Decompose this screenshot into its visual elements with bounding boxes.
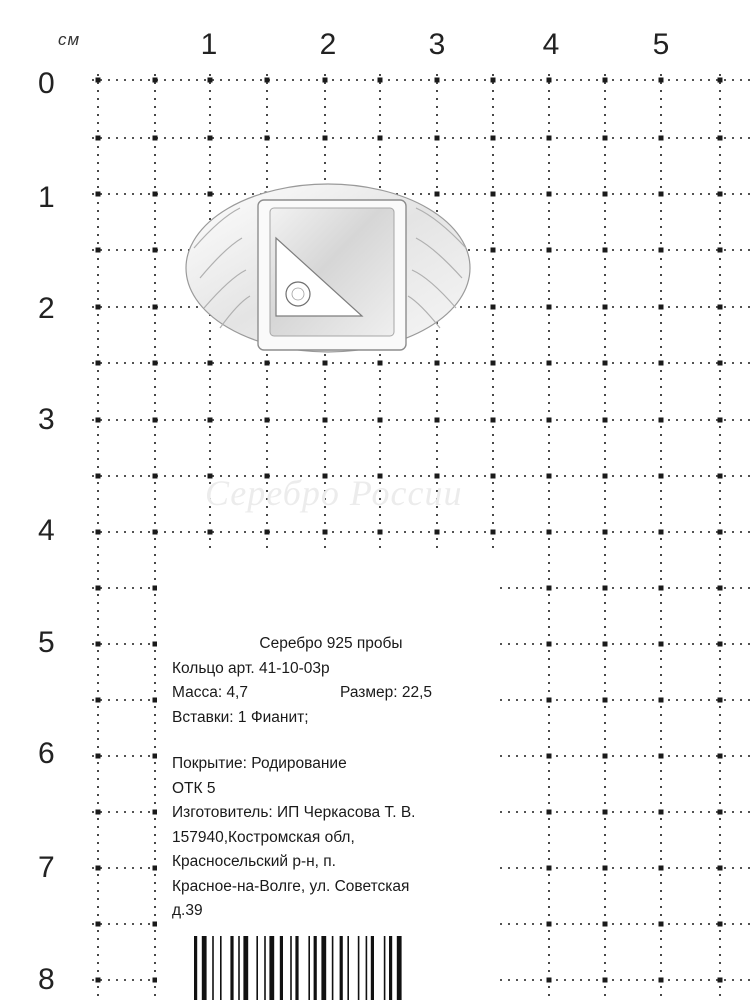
barcode-bar: [332, 936, 334, 1000]
grid-intersection-mark: [603, 305, 608, 310]
grid-intersection-mark: [96, 192, 101, 197]
grid-intersection-mark: [96, 978, 101, 983]
grid-intersection-mark: [603, 978, 608, 983]
grid-intersection-mark: [718, 361, 723, 366]
grid-intersection-mark: [659, 642, 664, 647]
barcode: [190, 936, 472, 1000]
grid-intersection-mark: [547, 754, 552, 759]
address-line-3: Красное-на-Волге, ул. Советская: [172, 877, 410, 895]
barcode-bar: [212, 936, 214, 1000]
grid-intersection-mark: [603, 248, 608, 253]
grid-intersection-mark: [153, 305, 158, 310]
grid-intersection-mark: [96, 698, 101, 703]
grid-intersection-mark: [547, 192, 552, 197]
metal-title: Серебро 925 пробы: [259, 635, 403, 652]
barcode-bar: [347, 936, 349, 1000]
address-line-1: 157940,Костромская обл,: [172, 828, 355, 846]
barcode-bar: [358, 936, 360, 1000]
grid-intersection-mark: [659, 866, 664, 871]
grid-intersection-mark: [208, 136, 213, 141]
row-number-4: 4: [38, 514, 55, 547]
grid-intersection-mark: [265, 361, 270, 366]
grid-intersection-mark: [718, 136, 723, 141]
grid-intersection-mark: [603, 810, 608, 815]
barcode-bar: [194, 936, 197, 1000]
grid-intersection-mark: [547, 866, 552, 871]
row-number-7: 7: [38, 851, 55, 884]
grid-intersection-mark: [547, 248, 552, 253]
barcode-bar: [371, 936, 374, 1000]
grid-intersection-mark: [718, 192, 723, 197]
grid-intersection-mark: [96, 530, 101, 535]
grid-intersection-mark: [718, 866, 723, 871]
grid-intersection-mark: [208, 78, 213, 83]
grid-intersection-mark: [153, 248, 158, 253]
grid-intersection-mark: [547, 136, 552, 141]
grid-intersection-mark: [659, 698, 664, 703]
grid-intersection-mark: [96, 248, 101, 253]
barcode-bar: [366, 936, 368, 1000]
grid-intersection-mark: [96, 922, 101, 927]
grid-intersection-mark: [718, 78, 723, 83]
grid-intersection-mark: [659, 136, 664, 141]
grid-intersection-mark: [96, 361, 101, 366]
grid-intersection-mark: [603, 754, 608, 759]
grid-intersection-mark: [435, 136, 440, 141]
grid-intersection-mark: [378, 136, 383, 141]
barcode-bar: [295, 936, 298, 1000]
grid-intersection-mark: [208, 361, 213, 366]
grid-intersection-mark: [718, 474, 723, 479]
grid-intersection-mark: [435, 78, 440, 83]
grid-intersection-mark: [718, 698, 723, 703]
product-label-text: [172, 632, 492, 924]
barcode-bar: [389, 936, 392, 1000]
grid-intersection-mark: [718, 810, 723, 815]
mass-size-row: [172, 681, 492, 706]
column-number-1: 1: [200, 28, 218, 61]
row-number-2: 2: [38, 292, 55, 325]
grid-intersection-mark: [491, 530, 496, 535]
grid-intersection-mark: [603, 698, 608, 703]
unit-label: см: [58, 30, 81, 49]
grid-intersection-mark: [547, 530, 552, 535]
grid-intersection-mark: [547, 418, 552, 423]
grid-intersection-mark: [491, 474, 496, 479]
grid-intersection-mark: [323, 418, 328, 423]
grid-intersection-mark: [491, 248, 496, 253]
grid-intersection-mark: [378, 78, 383, 83]
grid-intersection-mark: [491, 418, 496, 423]
grid-intersection-mark: [378, 530, 383, 535]
grid-intersection-mark: [96, 586, 101, 591]
column-number-5: 5: [652, 28, 670, 61]
grid-intersection-mark: [96, 136, 101, 141]
grid-intersection-mark: [547, 305, 552, 310]
article-text: Кольцо арт. 41-10-03р: [172, 659, 330, 677]
grid-intersection-mark: [659, 248, 664, 253]
grid-intersection-mark: [718, 586, 723, 591]
barcode-bar: [269, 936, 274, 1000]
otk-text: ОТК 5: [172, 779, 216, 797]
barcode-bar: [314, 936, 317, 1000]
grid-intersection-mark: [547, 361, 552, 366]
manufacturer-text: Изготовитель: ИП Черкасова Т. В.: [172, 804, 416, 821]
inserts-text: Вставки: 1 Фианит;: [172, 708, 309, 726]
grid-intersection-mark: [323, 78, 328, 83]
row-number-6: 6: [38, 737, 55, 770]
grid-intersection-mark: [718, 642, 723, 647]
row-number-1: 1: [38, 181, 55, 214]
grid-intersection-mark: [547, 810, 552, 815]
grid-intersection-mark: [265, 530, 270, 535]
grid-intersection-mark: [378, 361, 383, 366]
barcode-bar: [230, 936, 233, 1000]
column-number-4: 4: [542, 28, 560, 61]
address-line-4: д.39: [172, 902, 203, 919]
barcode-bar: [264, 936, 266, 1000]
grid-intersection-mark: [659, 586, 664, 591]
grid-intersection-mark: [153, 474, 158, 479]
mass-text: Масса: 4,7: [172, 684, 248, 701]
grid-intersection-mark: [603, 866, 608, 871]
grid-intersection-mark: [208, 418, 213, 423]
grid-intersection-mark: [718, 922, 723, 927]
row-number-0: 0: [38, 67, 55, 100]
grid-intersection-mark: [153, 361, 158, 366]
grid-intersection-mark: [659, 305, 664, 310]
address-line-2: Красносельский р-н, п.: [172, 853, 336, 870]
grid-intersection-mark: [491, 361, 496, 366]
grid-intersection-mark: [96, 474, 101, 479]
grid-intersection-mark: [265, 418, 270, 423]
row-number-5: 5: [38, 626, 55, 659]
brand-watermark: Серебро России: [205, 473, 463, 513]
barcode-bar: [238, 936, 240, 1000]
grid-intersection-mark: [378, 418, 383, 423]
grid-intersection-mark: [659, 361, 664, 366]
barcode-bar: [220, 936, 222, 1000]
grid-intersection-mark: [435, 530, 440, 535]
grid-intersection-mark: [718, 754, 723, 759]
grid-intersection-mark: [603, 586, 608, 591]
grid-intersection-mark: [323, 361, 328, 366]
grid-intersection-mark: [547, 978, 552, 983]
grid-intersection-mark: [659, 418, 664, 423]
grid-intersection-mark: [547, 78, 552, 83]
grid-intersection-mark: [718, 418, 723, 423]
grid-intersection-mark: [547, 586, 552, 591]
grid-intersection-mark: [491, 192, 496, 197]
grid-intersection-mark: [153, 418, 158, 423]
barcode-bar: [243, 936, 248, 1000]
grid-intersection-mark: [659, 978, 664, 983]
grid-intersection-mark: [659, 754, 664, 759]
grid-intersection-mark: [659, 810, 664, 815]
barcode-bar: [202, 936, 207, 1000]
size-text: Размер: 22,5: [340, 684, 433, 701]
grid-intersection-mark: [547, 642, 552, 647]
grid-intersection-mark: [547, 474, 552, 479]
coating-text: Покрытие: Родирование: [172, 755, 347, 772]
grid-intersection-mark: [718, 978, 723, 983]
grid-intersection-mark: [265, 78, 270, 83]
row-number-3: 3: [38, 403, 55, 436]
barcode-bar: [290, 936, 292, 1000]
column-number-2: 2: [319, 28, 337, 61]
barcode-bar: [384, 936, 386, 1000]
grid-intersection-mark: [96, 642, 101, 647]
grid-intersection-mark: [491, 78, 496, 83]
column-number-3: 3: [428, 28, 446, 61]
grid-intersection-mark: [603, 192, 608, 197]
grid-intersection-mark: [153, 192, 158, 197]
grid-intersection-mark: [718, 305, 723, 310]
barcode-bar: [308, 936, 310, 1000]
grid-intersection-mark: [435, 361, 440, 366]
grid-intersection-mark: [153, 78, 158, 83]
barcode-bar: [397, 936, 402, 1000]
grid-intersection-mark: [491, 136, 496, 141]
grid-intersection-mark: [718, 530, 723, 535]
grid-intersection-mark: [323, 530, 328, 535]
spacer: [172, 730, 492, 752]
grid-intersection-mark: [603, 474, 608, 479]
grid-intersection-mark: [153, 530, 158, 535]
grid-intersection-mark: [96, 754, 101, 759]
grid-intersection-mark: [718, 248, 723, 253]
grid-intersection-mark: [153, 136, 158, 141]
grid-intersection-mark: [208, 530, 213, 535]
grid-intersection-mark: [603, 642, 608, 647]
barcode-bar: [280, 936, 283, 1000]
grid-intersection-mark: [603, 418, 608, 423]
grid-intersection-mark: [96, 810, 101, 815]
barcode-bar: [256, 936, 258, 1000]
grid-intersection-mark: [96, 418, 101, 423]
grid-intersection-mark: [491, 305, 496, 310]
barcode-bar: [321, 936, 326, 1000]
grid-intersection-mark: [547, 698, 552, 703]
grid-intersection-mark: [547, 922, 552, 927]
grid-intersection-mark: [659, 922, 664, 927]
grid-intersection-mark: [603, 78, 608, 83]
grid-intersection-mark: [265, 136, 270, 141]
ring-image: [180, 178, 480, 358]
grid-intersection-mark: [659, 530, 664, 535]
grid-intersection-mark: [435, 418, 440, 423]
grid-intersection-mark: [96, 305, 101, 310]
grid-intersection-mark: [603, 922, 608, 927]
grid-intersection-mark: [659, 192, 664, 197]
barcode-bar: [340, 936, 343, 1000]
grid-intersection-mark: [603, 530, 608, 535]
grid-intersection-mark: [659, 474, 664, 479]
grid-intersection-mark: [96, 78, 101, 83]
grid-intersection-mark: [323, 136, 328, 141]
grid-intersection-mark: [603, 136, 608, 141]
row-number-8: 8: [38, 963, 55, 996]
grid-intersection-mark: [603, 361, 608, 366]
grid-intersection-mark: [96, 866, 101, 871]
grid-intersection-mark: [659, 78, 664, 83]
